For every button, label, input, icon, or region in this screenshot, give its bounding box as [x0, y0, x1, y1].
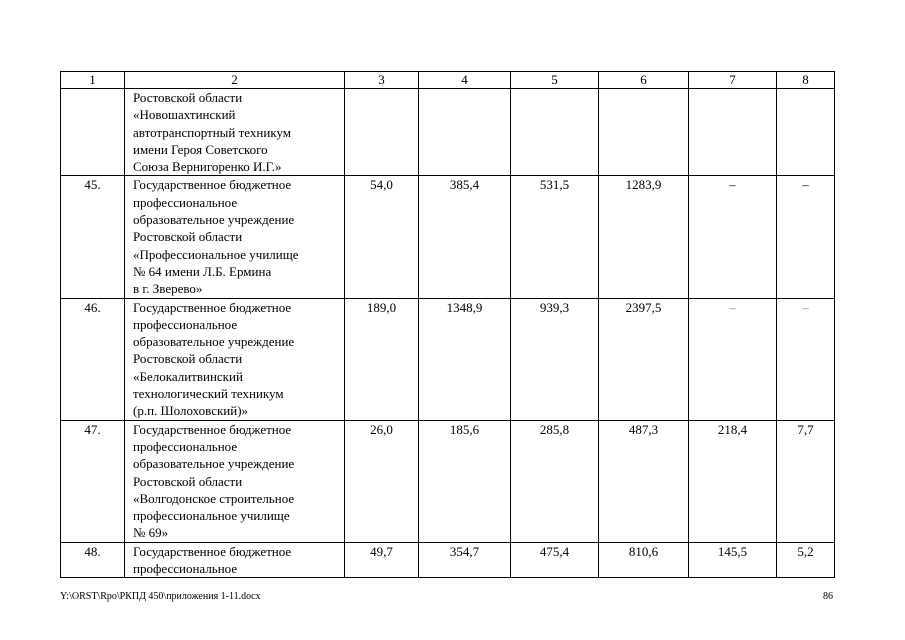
row-number-cell — [61, 89, 125, 176]
row-number-cell: 47. — [61, 420, 125, 542]
value-cell — [345, 89, 419, 176]
value-cell — [689, 89, 777, 176]
value-cell-col3: 26,0 — [345, 420, 419, 542]
value-cell-col6: 1283,9 — [599, 176, 689, 298]
name-line: профессиональное — [133, 561, 238, 577]
value-cell-col4: 1348,9 — [419, 298, 511, 420]
row-number-cell: 48. — [61, 542, 125, 578]
value-cell-col6: 487,3 — [599, 420, 689, 542]
value-cell-col5: 531,5 — [511, 176, 599, 298]
value-cell-col7: – — [689, 176, 777, 298]
name-line: № 69» — [133, 525, 169, 541]
budget-table — [60, 71, 835, 578]
name-line: Ростовской области — [133, 351, 243, 367]
column-header-8: 8 — [777, 72, 835, 89]
column-number-row — [61, 72, 835, 89]
name-line: Государственное бюджетное — [133, 177, 292, 193]
name-line: в г. Зверево» — [133, 281, 203, 297]
name-line: Государственное бюджетное — [133, 299, 292, 315]
value-cell-col8: – — [777, 176, 835, 298]
value-cell-col5: 475,4 — [511, 542, 599, 578]
name-line: (р.п. Шолоховский)» — [133, 403, 249, 419]
column-header-4: 4 — [419, 72, 511, 89]
table-row — [61, 542, 835, 578]
table-row — [61, 420, 835, 542]
name-line: «Волгодонское строительное — [133, 490, 295, 506]
value-cell-col7: 218,4 — [689, 420, 777, 542]
value-cell-col3: 189,0 — [345, 298, 419, 420]
institution-name-cell — [125, 298, 345, 420]
table-row — [61, 176, 835, 298]
name-line: «Профессиональное училище — [133, 246, 299, 262]
value-cell-col4: 385,4 — [419, 176, 511, 298]
name-line: профессиональное — [133, 438, 238, 454]
column-header-3: 3 — [345, 72, 419, 89]
column-header-2: 2 — [125, 72, 345, 89]
institution-name-cell — [125, 89, 345, 176]
continuation-row — [61, 89, 835, 176]
value-cell-col5: 939,3 — [511, 298, 599, 420]
name-line: Государственное бюджетное — [133, 543, 292, 559]
value-cell — [419, 89, 511, 176]
footer-file-path: Y:\ORST\Rpo\РКПД 450\приложения 1-11.docx — [60, 591, 261, 602]
value-cell-col8: 5,2 — [777, 542, 835, 578]
name-line: «Белокалитвинский — [133, 368, 243, 384]
row-number-cell: 46. — [61, 298, 125, 420]
name-line: образовательное учреждение — [133, 456, 295, 472]
name-line: Ростовской области — [133, 229, 243, 245]
value-cell — [599, 89, 689, 176]
name-line: «Новошахтинский — [133, 107, 236, 123]
column-header-5: 5 — [511, 72, 599, 89]
institution-name-cell — [125, 420, 345, 542]
name-line: профессиональное — [133, 194, 238, 210]
name-line: Союза Вернигоренко И.Г.» — [133, 159, 282, 175]
value-cell — [511, 89, 599, 176]
column-header-7: 7 — [689, 72, 777, 89]
value-cell-col7: – — [689, 298, 777, 420]
value-cell-col4: 185,6 — [419, 420, 511, 542]
name-line: Ростовской области — [133, 473, 243, 489]
name-line: № 64 имени Л.Б. Ермина — [133, 263, 272, 279]
value-cell-col7: 145,5 — [689, 542, 777, 578]
institution-name-cell — [125, 542, 345, 578]
table-row — [61, 298, 835, 420]
value-cell-col8: 7,7 — [777, 420, 835, 542]
value-cell-col8: – — [777, 298, 835, 420]
value-cell-col6: 810,6 — [599, 542, 689, 578]
value-cell-col3: 49,7 — [345, 542, 419, 578]
institution-name-cell — [125, 176, 345, 298]
name-line: автотранспортный техникум — [133, 124, 292, 140]
footer-page-number: 86 — [823, 591, 833, 602]
row-number-cell: 45. — [61, 176, 125, 298]
name-line: профессиональное училище — [133, 508, 290, 524]
name-line: имени Героя Советского — [133, 141, 268, 157]
value-cell-col3: 54,0 — [345, 176, 419, 298]
value-cell-col4: 354,7 — [419, 542, 511, 578]
name-line: образовательное учреждение — [133, 212, 295, 228]
name-line: технологический техникум — [133, 386, 284, 402]
column-header-1: 1 — [61, 72, 125, 89]
name-line: Государственное бюджетное — [133, 421, 292, 437]
name-line: образовательное учреждение — [133, 334, 295, 350]
name-line: профессиональное — [133, 316, 238, 332]
column-header-6: 6 — [599, 72, 689, 89]
value-cell-col6: 2397,5 — [599, 298, 689, 420]
name-line: Ростовской области — [133, 90, 243, 105]
value-cell — [777, 89, 835, 176]
value-cell-col5: 285,8 — [511, 420, 599, 542]
